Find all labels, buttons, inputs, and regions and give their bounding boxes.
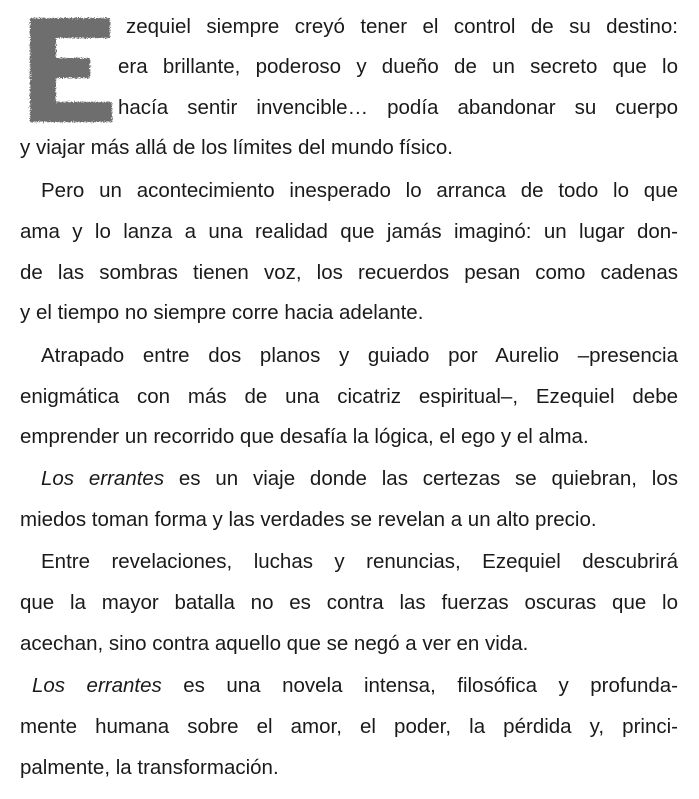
text-line: mente humana sobre el amor, el poder, la pérdida y, princi- [20, 715, 678, 738]
text-line: emprender un recorrido que desafía la lógica, el ego y el alma. [20, 425, 589, 448]
text-line: Pero un acontecimiento inesperado lo arranca de todo lo que [41, 179, 678, 202]
book-title: Los errantes [32, 674, 162, 697]
text-line: hacía sentir invencible… podía abandonar su cuerpo [118, 96, 678, 119]
text-line-title [41, 460, 678, 498]
text-line: Atrapado entre dos planos y guiado por Aurelio –presencia [41, 344, 678, 367]
book-title: Los errantes [41, 467, 165, 490]
text-line: era brillante, poderoso y dueño de un secreto que lo [118, 55, 678, 78]
text-line: y viajar más allá de los límites del mundo físico. [20, 136, 453, 159]
drop-cap-letter [20, 14, 116, 126]
text-line: ama y lo lanza a una realidad que jamás imaginó: un lugar don- [20, 220, 678, 243]
text-line: y el tiempo no siempre corre hacia adelante. [20, 301, 424, 324]
text-line: zequiel siempre creyó tener el control de su destino: [126, 15, 678, 38]
text-line: miedos toman forma y las verdades se revelan a un alto precio. [20, 508, 597, 531]
text-line: de las sombras tienen voz, los recuerdos pesan como cadenas [20, 261, 678, 284]
text-line-rest: es un viaje donde las certezas se quiebran, los [164, 467, 679, 490]
text-line: palmente, la transformación. [20, 756, 279, 779]
text-line: enigmática con más de una cicatriz espiritual–, Ezequiel debe [20, 385, 678, 408]
text-line: Entre revelaciones, luchas y renuncias, Ezequiel descubrirá [41, 550, 678, 573]
text-line-title [32, 667, 678, 705]
text-line-rest: es una novela intensa, filosófica y profunda- [161, 674, 678, 697]
text-line: que la mayor batalla no es contra las fuerzas oscuras que lo [20, 591, 678, 614]
text-line: acechan, sino contra aquello que se negó a ver en vida. [20, 632, 529, 655]
